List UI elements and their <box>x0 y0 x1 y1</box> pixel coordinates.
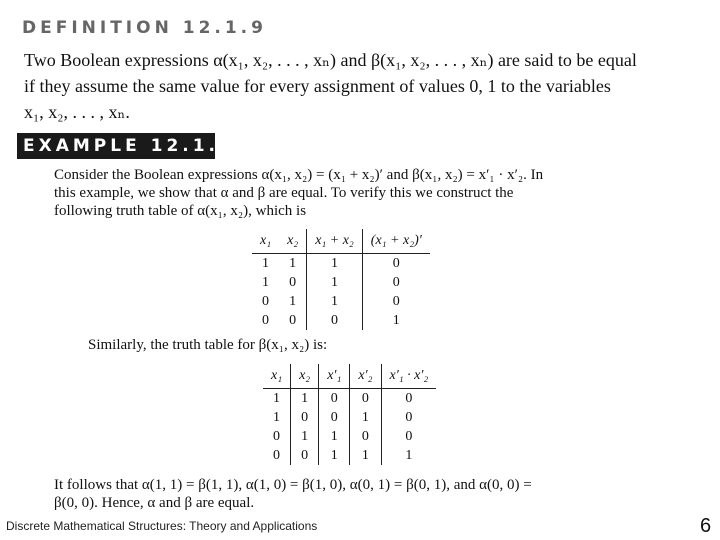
table-cell: 0 <box>262 293 270 309</box>
table-row <box>252 254 430 274</box>
conclusion-line: It follows that α(1, 1) = β(1, 1), α(1, 0) = β(1, 0), α(0, 1) = β(0, 1), and α(0, 0) = <box>54 477 532 493</box>
definition-heading: DEFINITION 12.1.9 <box>22 18 267 38</box>
example-heading: EXAMPLE 12.1.10 <box>17 133 215 159</box>
example-intro-line: following truth table of α(x₁, x₂), which is <box>54 203 307 219</box>
definition-line: Two Boolean expressions α(x₁, x₂, . . . , xₙ) and β(x₁, x₂, . . . , xₙ) are said to be equal <box>24 50 637 70</box>
table-header-cell: x′₁ <box>319 364 350 389</box>
table-header-cell: (x₁ + x₂)′ <box>362 229 430 254</box>
example-intro-line: this example, we show that α and β are equal. To verify this we construct the <box>54 185 514 201</box>
table-row <box>252 311 430 330</box>
table-header-cell: x₁ + x₂ <box>307 229 363 254</box>
table-cell: 1 <box>262 274 270 290</box>
example-intro-line: Consider the Boolean expressions α(x₁, x₂) = (x₁ + x₂)′ and β(x₁, x₂) = x′₁ · x′₂. In <box>54 167 544 183</box>
table-cell: 0 <box>319 408 350 427</box>
table-cell: 1 <box>350 446 381 465</box>
page-number: 6 <box>700 515 712 537</box>
table-cell: 0 <box>319 389 350 409</box>
table-cell: 0 <box>289 274 297 290</box>
table-cell: 1 <box>350 408 381 427</box>
table-cell: 1 <box>319 427 350 446</box>
table-cell: 1 <box>307 273 363 292</box>
table-cell: 1 <box>307 292 363 311</box>
table-cell: 1 <box>381 446 436 465</box>
table-cell: 0 <box>273 428 281 444</box>
table-header-cell: x′₂ <box>350 364 381 389</box>
table-row <box>252 292 430 311</box>
table-header-cell: x′₁ · x′₂ <box>381 364 436 389</box>
table-header-cell: x₂ <box>279 229 307 254</box>
table-header-cell: x₁ <box>252 229 279 254</box>
conclusion-line: β(0, 0). Hence, α and β are equal. <box>54 495 255 511</box>
table-header-cell: x₁ <box>263 364 291 389</box>
table-cell: 0 <box>291 408 319 427</box>
footer-title: Discrete Mathematical Structures: Theory and Applications <box>6 519 318 533</box>
definition-text <box>24 47 704 125</box>
table-cell: 0 <box>350 427 381 446</box>
table-row <box>263 427 436 446</box>
table-row <box>263 408 436 427</box>
table-cell: 1 <box>289 255 297 271</box>
definition-line: x₁, x₂, . . . , xₙ. <box>24 102 130 122</box>
truth-table-beta <box>263 364 436 465</box>
definition-line: if they assume the same value for every assignment of values 0, 1 to the variables <box>24 76 611 96</box>
table-row <box>263 389 436 409</box>
table-cell: 0 <box>289 312 297 328</box>
table-cell: 0 <box>381 427 436 446</box>
conclusion-text <box>54 476 694 512</box>
truth-table-alpha <box>252 229 430 330</box>
table-row <box>252 273 430 292</box>
table-cell: 1 <box>291 427 319 446</box>
table-cell: 0 <box>381 389 436 409</box>
similarly-text: Similarly, the truth table for β(x₁, x₂) is: <box>88 337 328 353</box>
table-cell: 1 <box>307 254 363 274</box>
table-cell: 1 <box>273 390 281 406</box>
table-cell: 1 <box>362 311 430 330</box>
table-cell: 0 <box>362 292 430 311</box>
table-row <box>263 446 436 465</box>
table-cell: 0 <box>262 312 270 328</box>
table-cell: 0 <box>381 408 436 427</box>
table-cell: 0 <box>307 311 363 330</box>
table-header-cell: x₂ <box>291 364 319 389</box>
table-cell: 1 <box>291 389 319 409</box>
table-cell: 0 <box>273 447 281 463</box>
table-cell: 1 <box>319 446 350 465</box>
table-cell: 1 <box>273 409 281 425</box>
table-cell: 0 <box>362 254 430 274</box>
table-cell: 1 <box>262 255 270 271</box>
table-cell: 0 <box>350 389 381 409</box>
table-cell: 0 <box>291 446 319 465</box>
example-intro <box>54 166 694 220</box>
table-cell: 1 <box>289 293 297 309</box>
table-cell: 0 <box>362 273 430 292</box>
